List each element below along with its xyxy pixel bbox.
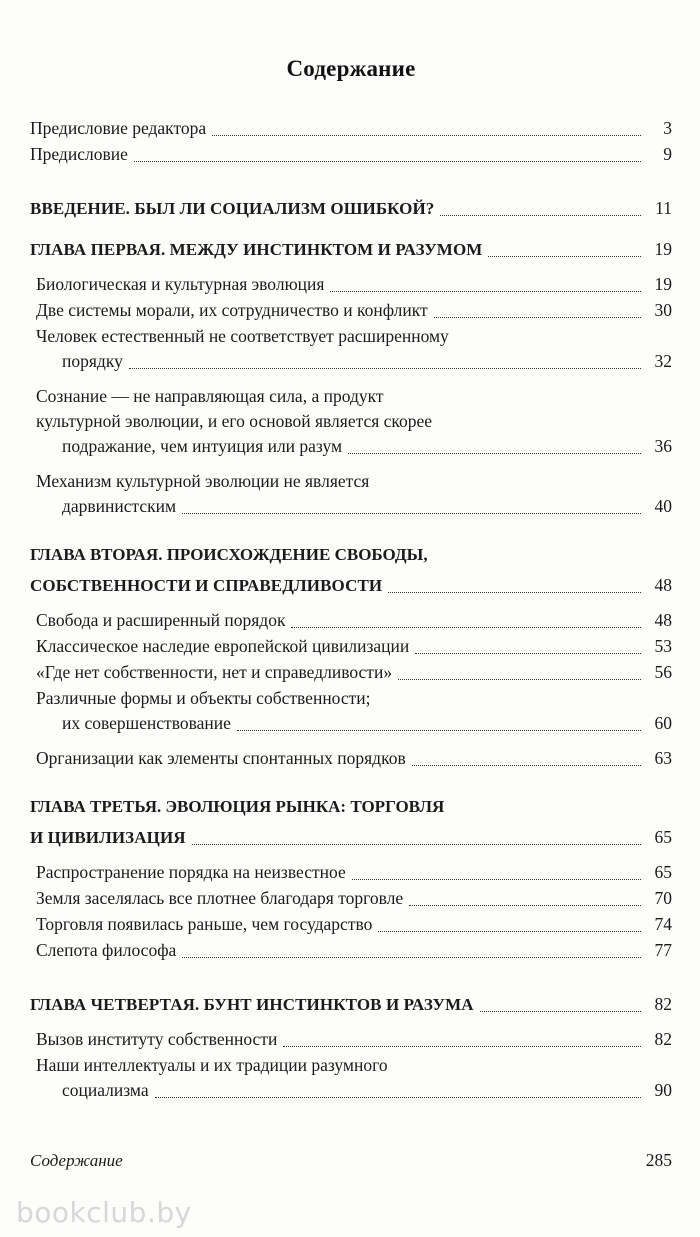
- toc-entry-row[interactable]: [30, 634, 672, 659]
- toc-entry-line: Сознание — не направляющая сила, а продукт: [36, 386, 384, 406]
- toc-leader-dots: [182, 956, 641, 958]
- spacer: [30, 222, 672, 231]
- toc-entry[interactable]: [30, 1027, 672, 1052]
- toc-entry[interactable]: [30, 938, 672, 963]
- toc-entry[interactable]: [30, 794, 672, 850]
- toc-entry-row[interactable]: [30, 912, 672, 937]
- toc-entry[interactable]: [30, 116, 672, 141]
- toc-entry[interactable]: [30, 912, 672, 937]
- toc-page-number: 74: [654, 914, 672, 934]
- toc-leader-dots: [409, 904, 641, 906]
- spacer: [30, 772, 672, 794]
- toc-entry[interactable]: [30, 886, 672, 911]
- toc-entry[interactable]: [30, 469, 672, 519]
- toc-page-number: 32: [654, 351, 672, 371]
- toc-leader-dots: [291, 626, 641, 628]
- toc-leader-dots: [480, 1010, 641, 1012]
- toc-leader-dots: [348, 452, 641, 454]
- toc-entry-line: ГЛАВА ВТОРАЯ. ПРОИСХОЖДЕНИЕ СВОБОДЫ,: [30, 545, 428, 564]
- toc-entry-title: их совершенствование: [62, 713, 231, 733]
- toc-entry-row[interactable]: [30, 1078, 672, 1103]
- page-footer: [30, 1150, 672, 1171]
- toc-page-number: 48: [654, 610, 672, 630]
- toc-entry-title: Торговля появилась раньше, чем государство: [36, 914, 373, 934]
- toc-entry-row[interactable]: [30, 494, 672, 519]
- toc-entry-line: Различные формы и объекты собственности;: [36, 688, 371, 708]
- toc-leader-dots: [412, 764, 641, 766]
- spacer: [30, 964, 672, 986]
- toc-leader-dots: [155, 1096, 641, 1098]
- toc-entry-row[interactable]: [30, 660, 672, 685]
- toc-entry-title: Свобода и расширенный порядок: [36, 610, 286, 630]
- toc-entry[interactable]: [30, 660, 672, 685]
- spacer: [30, 1018, 672, 1027]
- table-of-contents: [30, 116, 672, 1103]
- toc-page-number: 60: [654, 713, 672, 733]
- toc-entry-line: Механизм культурной эволюции не является: [36, 471, 370, 491]
- footer-running-head: Содержание: [30, 1151, 123, 1170]
- toc-leader-dots: [398, 678, 641, 680]
- toc-leader-dots: [378, 930, 641, 932]
- toc-page-number: 65: [654, 827, 672, 847]
- toc-entry[interactable]: [30, 992, 672, 1017]
- toc-entry-title: ГЛАВА ЧЕТВЕРТАЯ. БУНТ ИНСТИНКТОВ И РАЗУМА: [30, 995, 474, 1014]
- toc-entry-line: культурной эволюции, и его основой является скорее: [36, 411, 433, 431]
- toc-entry-row[interactable]: [30, 196, 672, 221]
- toc-entry-title: Предисловие редактора: [30, 118, 207, 138]
- spacer: [30, 599, 672, 608]
- toc-page-number: 56: [654, 662, 672, 682]
- toc-leader-dots: [440, 214, 641, 216]
- toc-entry[interactable]: [30, 237, 672, 262]
- toc-page-number: 9: [663, 144, 672, 164]
- toc-entry[interactable]: [30, 196, 672, 221]
- spacer: [30, 263, 672, 272]
- toc-entry[interactable]: [30, 686, 672, 736]
- toc-entry-row[interactable]: [30, 349, 672, 374]
- toc-entry-line: Человек естественный не соответствует расширенному: [36, 326, 449, 346]
- toc-entry-line: Наши интеллектуалы и их традиции разумного: [36, 1055, 388, 1075]
- toc-leader-dots: [330, 290, 641, 292]
- toc-entry-row[interactable]: [30, 608, 672, 633]
- page-title: Содержание: [286, 56, 416, 81]
- toc-page-number: 65: [654, 862, 672, 882]
- toc-entry-title: Распространение порядка на неизвестное: [36, 862, 346, 882]
- toc-entry-title: И ЦИВИЛИЗАЦИЯ: [30, 828, 186, 847]
- toc-entry-title: «Где нет собственности, нет и справедливости»: [36, 662, 393, 682]
- toc-entry[interactable]: [30, 746, 672, 771]
- toc-page-number: 48: [654, 575, 672, 595]
- toc-page-number: 63: [654, 748, 672, 768]
- toc-page-number: 11: [655, 198, 672, 218]
- toc-leader-dots: [283, 1045, 641, 1047]
- toc-page-number: 82: [654, 1029, 672, 1049]
- toc-page-number: 19: [654, 239, 672, 259]
- toc-page-number: 82: [654, 994, 672, 1014]
- toc-entry-title: Слепота философа: [36, 940, 177, 960]
- toc-entry-title: Классическое наследие европейской цивилизации: [36, 636, 410, 656]
- toc-entry-title: подражание, чем интуиция или разум: [62, 436, 343, 456]
- toc-leader-dots: [182, 512, 641, 514]
- toc-page-number: 3: [663, 118, 672, 138]
- toc-entry-row[interactable]: [30, 992, 672, 1017]
- toc-entry-title: Предисловие: [30, 144, 128, 164]
- toc-leader-dots: [388, 591, 641, 593]
- toc-entry-row[interactable]: [30, 886, 672, 911]
- toc-leader-dots: [129, 367, 641, 369]
- toc-page-number: 30: [654, 300, 672, 320]
- toc-entry-title: порядку: [62, 351, 123, 371]
- toc-leader-dots: [212, 134, 641, 136]
- toc-entry-title: Биологическая и культурная эволюция: [36, 274, 325, 294]
- toc-entry-title: ГЛАВА ПЕРВАЯ. МЕЖДУ ИНСТИНКТОМ И РАЗУМОМ: [30, 240, 483, 259]
- spacer: [30, 460, 672, 469]
- toc-leader-dots: [134, 160, 641, 162]
- toc-entry-row[interactable]: [30, 116, 672, 141]
- toc-leader-dots: [192, 843, 641, 845]
- toc-page-number: 90: [654, 1080, 672, 1100]
- toc-page-number: 70: [654, 888, 672, 908]
- spacer: [30, 168, 672, 190]
- toc-entry-title: ВВЕДЕНИЕ. БЫЛ ЛИ СОЦИАЛИЗМ ОШИБКОЙ?: [30, 199, 435, 218]
- toc-entry-row[interactable]: [30, 272, 672, 297]
- toc-leader-dots: [415, 652, 641, 654]
- toc-entry-row[interactable]: [30, 711, 672, 736]
- toc-entry[interactable]: [30, 298, 672, 323]
- toc-entry-row[interactable]: [30, 825, 672, 850]
- spacer: [30, 737, 672, 746]
- toc-page-number: 19: [654, 274, 672, 294]
- toc-page-number: 36: [654, 436, 672, 456]
- toc-entry-title: СОБСТВЕННОСТИ И СПРАВЕДЛИВОСТИ: [30, 576, 383, 595]
- watermark-text: bookclub.by: [16, 1196, 192, 1229]
- toc-entry-line: ГЛАВА ТРЕТЬЯ. ЭВОЛЮЦИЯ РЫНКА: ТОРГОВЛЯ: [30, 797, 445, 816]
- toc-entry-row[interactable]: [30, 746, 672, 771]
- toc-entry-title: Две системы морали, их сотрудничество и конфликт: [36, 300, 428, 320]
- toc-entry-title: дарвинистским: [62, 496, 177, 516]
- toc-page-number: 77: [654, 940, 672, 960]
- spacer: [30, 375, 672, 384]
- toc-entry[interactable]: [30, 142, 672, 167]
- page-content: [30, 0, 672, 1237]
- toc-page-number: 53: [654, 636, 672, 656]
- toc-entry-row[interactable]: [30, 573, 672, 598]
- toc-entry-title: Земля заселялась все плотнее благодаря торговле: [36, 888, 404, 908]
- toc-entry-row[interactable]: [30, 237, 672, 262]
- spacer: [30, 851, 672, 860]
- toc-entry[interactable]: [30, 860, 672, 885]
- toc-entry-row[interactable]: [30, 938, 672, 963]
- toc-leader-dots: [352, 878, 641, 880]
- toc-page-number: 40: [654, 496, 672, 516]
- toc-entry-row[interactable]: [30, 298, 672, 323]
- toc-entry-row[interactable]: [30, 860, 672, 885]
- toc-entry-row[interactable]: [30, 1027, 672, 1052]
- toc-entry[interactable]: [30, 272, 672, 297]
- toc-entry[interactable]: [30, 324, 672, 374]
- toc-entry-title: Организации как элементы спонтанных порядков: [36, 748, 406, 768]
- toc-leader-dots: [434, 316, 641, 318]
- toc-entry[interactable]: [30, 634, 672, 659]
- toc-entry[interactable]: [30, 1053, 672, 1103]
- toc-entry-title: социализма: [62, 1080, 149, 1100]
- toc-entry[interactable]: [30, 608, 672, 633]
- footer-page-number: 285: [645, 1150, 672, 1170]
- toc-leader-dots: [488, 255, 641, 257]
- toc-entry[interactable]: [30, 384, 672, 459]
- toc-entry-row[interactable]: [30, 434, 672, 459]
- toc-leader-dots: [237, 729, 641, 731]
- toc-entry-title: Вызов институту собственности: [36, 1029, 278, 1049]
- spacer: [30, 520, 672, 542]
- toc-entry[interactable]: [30, 542, 672, 598]
- toc-entry-row[interactable]: [30, 142, 672, 167]
